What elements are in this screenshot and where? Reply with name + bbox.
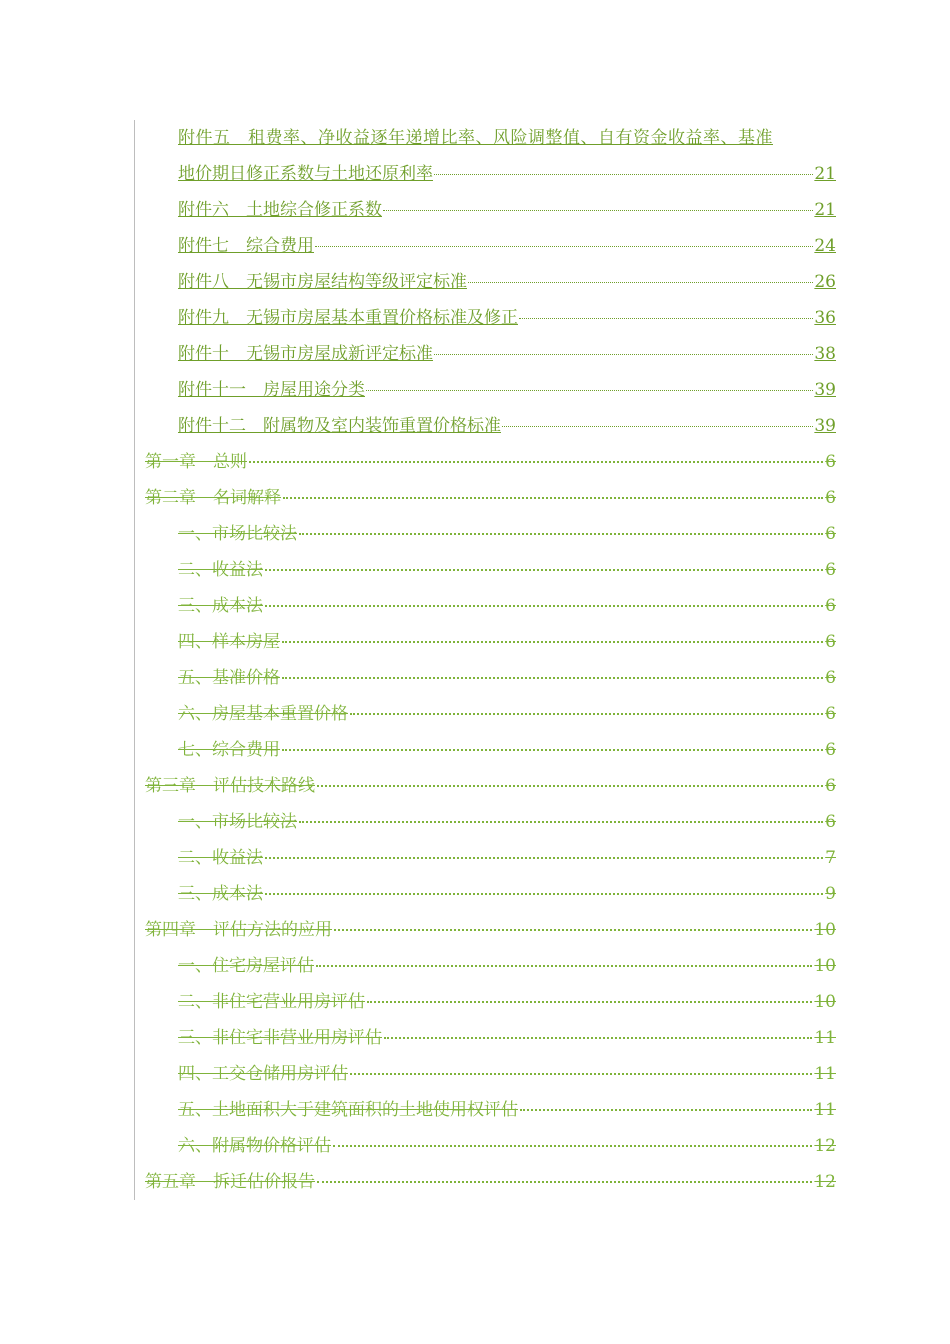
toc-entry-chapter[interactable] [134, 912, 836, 948]
toc-page-number: 10 [814, 920, 836, 940]
dot-leader [434, 354, 813, 355]
toc-page-number: 6 [825, 704, 836, 724]
toc-entry-appendix-12[interactable] [134, 408, 836, 444]
toc-entry-label: 附件八 无锡市房屋结构等级评定标准 [178, 272, 467, 292]
toc-page-number: 7 [825, 848, 836, 868]
toc-entry-appendix-7[interactable] [134, 228, 836, 264]
dot-leader [520, 1109, 812, 1111]
dot-leader [282, 749, 823, 751]
dot-leader [502, 426, 813, 427]
toc-page-number: 6 [825, 632, 836, 652]
toc-entry-label: 二、收益法 [178, 560, 263, 580]
toc-entry-label: 一、市场比较法 [178, 524, 297, 544]
dot-leader [434, 174, 813, 175]
toc-page-number: 6 [825, 560, 836, 580]
toc-page-number: 12 [814, 1136, 836, 1156]
toc-entry-label: 二、非住宅营业用房评估 [178, 992, 365, 1012]
toc-entry-section[interactable] [134, 804, 836, 840]
toc-page-number: 39 [814, 416, 836, 436]
toc-page-number: 6 [825, 488, 836, 508]
toc-entry-section[interactable] [134, 1128, 836, 1164]
toc-page-number: 6 [825, 596, 836, 616]
toc-entry-section[interactable] [134, 948, 836, 984]
toc-page-number: 6 [825, 524, 836, 544]
toc-page-number: 21 [814, 200, 836, 220]
toc-entry-label: 四、样本房屋 [178, 632, 280, 652]
dot-leader [299, 821, 823, 823]
dot-leader [367, 1001, 812, 1003]
dot-leader [283, 497, 823, 499]
toc-page-number: 10 [814, 992, 836, 1012]
toc-page-number: 36 [814, 308, 836, 328]
toc-entry-label: 第五章 拆迁估价报告 [145, 1172, 315, 1192]
toc-entry-appendix-8[interactable] [134, 264, 836, 300]
toc-page-number: 11 [814, 1100, 836, 1120]
toc-entry-label: 二、收益法 [178, 848, 263, 868]
toc-entry-label: 附件五 租费率、净收益逐年递增比率、风险调整值、自有资金收益率、基准 [178, 128, 773, 148]
toc-entry-label: 地价期日修正系数与土地还原利率 [178, 164, 433, 184]
toc-entry-section[interactable] [134, 876, 836, 912]
toc-entry-appendix-9[interactable] [134, 300, 836, 336]
toc-page-number: 26 [814, 272, 836, 292]
toc-entry-line-2 [135, 156, 836, 192]
dot-leader [265, 893, 823, 895]
toc-entry-line-1 [135, 120, 836, 156]
dot-leader [265, 605, 823, 607]
dot-leader [317, 1181, 812, 1183]
dot-leader [384, 1037, 812, 1039]
toc-entry-label: 附件六 土地综合修正系数 [178, 200, 382, 220]
toc-entry-section[interactable] [134, 1092, 836, 1128]
toc-entry-section[interactable] [134, 516, 836, 552]
toc-page-number: 6 [825, 776, 836, 796]
toc-entry-label: 一、住宅房屋评估 [178, 956, 314, 976]
toc-page-number: 11 [814, 1064, 836, 1084]
toc-entry-chapter[interactable] [134, 480, 836, 516]
dot-leader [249, 461, 823, 463]
toc-entry-section[interactable] [134, 552, 836, 588]
table-of-contents [134, 120, 836, 1200]
toc-entry-label: 附件七 综合费用 [178, 236, 314, 256]
dot-leader [265, 569, 823, 571]
toc-entry-section[interactable] [134, 1020, 836, 1056]
dot-leader [519, 318, 813, 319]
toc-entry-label: 附件十 无锡市房屋成新评定标准 [178, 344, 433, 364]
dot-leader [366, 390, 813, 391]
toc-entry-label: 第四章 评估方法的应用 [145, 920, 332, 940]
toc-entry-label: 第一章 总则 [145, 452, 247, 472]
toc-entry-label: 第三章 评估技术路线 [145, 776, 315, 796]
toc-entry-label: 附件十二 附属物及室内装饰重置价格标准 [178, 416, 501, 436]
dot-leader [350, 1073, 812, 1075]
toc-entry-label: 三、非住宅非营业用房评估 [178, 1028, 382, 1048]
toc-entry-chapter[interactable] [134, 1164, 836, 1200]
toc-page-number: 6 [825, 812, 836, 832]
toc-entry-label: 七、综合费用 [178, 740, 280, 760]
toc-entry-chapter[interactable] [134, 768, 836, 804]
toc-entry-section[interactable] [134, 732, 836, 768]
toc-entry-section[interactable] [134, 1056, 836, 1092]
toc-entry-section[interactable] [134, 624, 836, 660]
toc-entry-label: 六、房屋基本重置价格 [178, 704, 348, 724]
toc-page-number: 39 [814, 380, 836, 400]
dot-leader [299, 533, 823, 535]
toc-page-number: 24 [814, 236, 836, 256]
toc-page-number: 10 [814, 956, 836, 976]
toc-page-number: 6 [825, 740, 836, 760]
dot-leader [282, 677, 823, 679]
toc-page-number: 9 [825, 884, 836, 904]
dot-leader [282, 641, 823, 643]
toc-page-number: 12 [814, 1172, 836, 1192]
toc-entry-label: 五、基准价格 [178, 668, 280, 688]
toc-entry-label: 四、工交仓储用房评估 [178, 1064, 348, 1084]
dot-leader [333, 1145, 812, 1147]
toc-entry-label: 五、土地面积大于建筑面积的土地使用权评估 [178, 1100, 518, 1120]
toc-entry-label: 三、成本法 [178, 884, 263, 904]
dot-leader [334, 929, 812, 931]
toc-page-number: 21 [814, 164, 836, 184]
toc-page-number: 6 [825, 452, 836, 472]
toc-entry-section[interactable] [134, 696, 836, 732]
toc-entry-appendix-5[interactable] [134, 120, 836, 192]
toc-page-number: 6 [825, 668, 836, 688]
toc-page-number: 38 [814, 344, 836, 364]
dot-leader [350, 713, 823, 715]
toc-entry-section[interactable] [134, 660, 836, 696]
toc-entry-label: 六、附属物价格评估 [178, 1136, 331, 1156]
dot-leader [315, 246, 813, 247]
dot-leader [317, 785, 823, 787]
toc-entry-appendix-11[interactable] [134, 372, 836, 408]
toc-entry-label: 三、成本法 [178, 596, 263, 616]
deleted-toc-entries [134, 444, 836, 1200]
toc-page-number: 11 [814, 1028, 836, 1048]
dot-leader [468, 282, 813, 283]
toc-entry-section[interactable] [134, 984, 836, 1020]
toc-entry-chapter[interactable] [134, 444, 836, 480]
toc-entry-label: 第二章 名词解释 [145, 488, 281, 508]
toc-entry-label: 一、市场比较法 [178, 812, 297, 832]
toc-entry-appendix-10[interactable] [134, 336, 836, 372]
dot-leader [316, 965, 812, 967]
dot-leader [265, 857, 823, 859]
dot-leader [383, 210, 813, 211]
toc-entry-label: 附件十一 房屋用途分类 [178, 380, 365, 400]
toc-entry-appendix-6[interactable] [134, 192, 836, 228]
toc-entry-section[interactable] [134, 840, 836, 876]
toc-entry-label: 附件九 无锡市房屋基本重置价格标准及修正 [178, 308, 518, 328]
toc-entry-section[interactable] [134, 588, 836, 624]
